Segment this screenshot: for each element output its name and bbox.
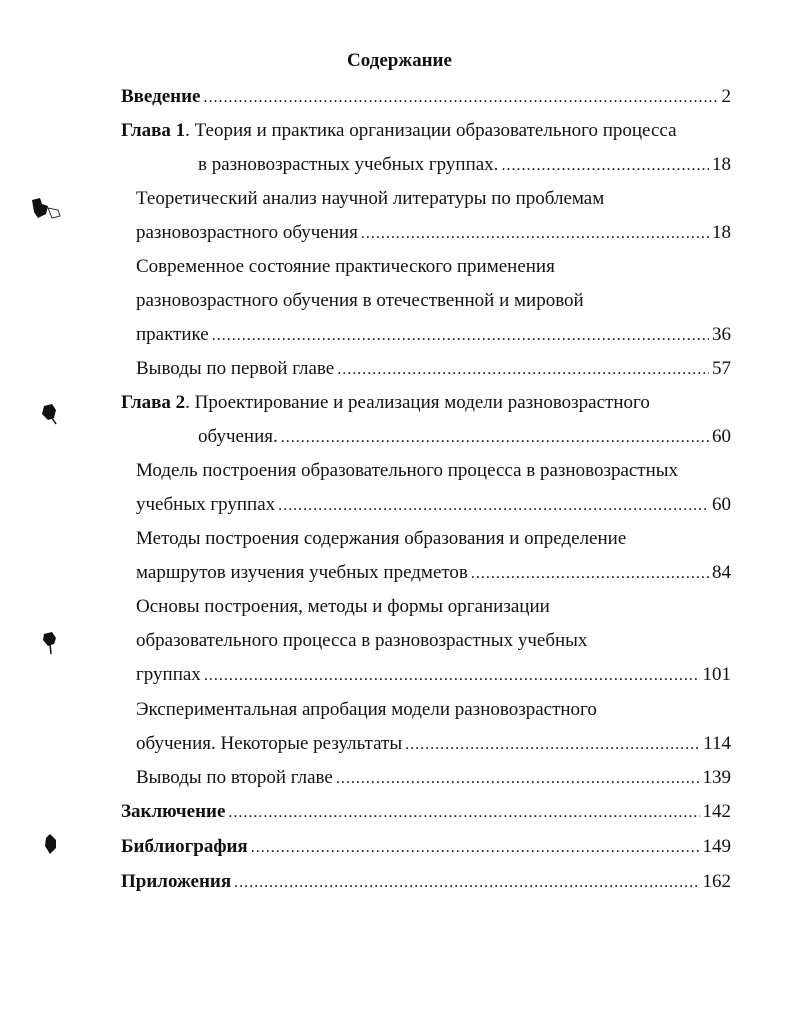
toc-page: 57	[712, 358, 731, 379]
page-title: Содержание	[347, 50, 452, 71]
toc-entry-conclusion	[121, 799, 731, 825]
toc-label: Библиография	[121, 836, 248, 857]
toc-leader	[361, 221, 709, 247]
chapter-title-line: . Теория и практика организации образовательного процесса	[185, 120, 677, 141]
toc-label: Заключение	[121, 801, 226, 822]
toc-entry-bibliography	[121, 834, 731, 860]
toc-page: 101	[702, 664, 731, 685]
toc-page: 149	[702, 836, 731, 857]
scan-blot-4	[42, 832, 62, 858]
scan-blot-1	[28, 196, 64, 222]
toc-leader	[204, 85, 719, 111]
section-title-line: практике	[136, 324, 209, 345]
toc-leader	[281, 425, 709, 451]
toc-page: 139	[702, 767, 731, 788]
toc-entry-section-2-5	[136, 765, 731, 791]
toc-entry-section-1-3	[136, 356, 731, 382]
toc-section-2-3-line2	[136, 628, 587, 654]
toc-entry-appendix	[121, 869, 731, 895]
toc-entry-chapter-2	[198, 424, 731, 450]
toc-entry-section-1-1	[136, 220, 731, 246]
toc-label: Приложения	[121, 871, 232, 892]
toc-leader	[471, 561, 709, 587]
toc-section-2-1-line1	[136, 458, 678, 484]
toc-leader	[212, 323, 709, 349]
toc-section-2-4-line1	[136, 697, 597, 723]
section-title-line: Выводы по второй главе	[136, 767, 333, 788]
toc-page: 162	[702, 871, 731, 892]
toc-entry-section-2-2	[136, 560, 731, 586]
toc-chapter-1-heading	[121, 118, 677, 144]
section-title-line: Основы построения, методы и формы организации	[136, 596, 550, 617]
section-title-line: Модель построения образовательного процесса в разновозрастных	[136, 460, 679, 481]
chapter-title-line: . Проектирование и реализация модели разновозрастного	[185, 392, 650, 413]
toc-page: 142	[702, 801, 731, 822]
toc-leader	[405, 732, 700, 758]
scan-blot-3	[40, 630, 62, 658]
section-title-line: образовательного процесса в разновозрастных учебных	[136, 630, 588, 651]
chapter-label: Глава 1	[121, 120, 186, 141]
toc-entry-intro	[121, 84, 731, 110]
toc-entry-section-2-4	[136, 731, 731, 757]
toc-entry-section-1-2	[136, 322, 731, 348]
toc-section-1-1-line1	[136, 186, 604, 212]
toc-page: 18	[712, 154, 731, 175]
section-title-line: Теоретический анализ научной литературы по проблемам	[136, 188, 605, 209]
section-title-line: группах	[136, 664, 201, 685]
toc-page: 60	[712, 426, 731, 447]
toc-label: Введение	[121, 86, 201, 107]
section-title-line: разновозрастного обучения	[136, 222, 358, 243]
section-title-line: Выводы по первой главе	[136, 358, 335, 379]
section-title-line: учебных группах	[136, 494, 276, 515]
toc-leader	[234, 870, 699, 896]
chapter-title-line: обучения.	[198, 426, 278, 447]
toc-section-1-2-line2	[136, 288, 584, 314]
toc-page: 114	[703, 733, 731, 754]
toc-page: 36	[712, 324, 731, 345]
toc-leader	[228, 800, 699, 826]
toc-section-2-3-line1	[136, 594, 550, 620]
chapter-label: Глава 2	[121, 392, 186, 413]
section-title-line: разновозрастного обучения в отечественной и мировой	[136, 290, 584, 311]
toc-section-2-2-line1	[136, 526, 626, 552]
toc-leader	[501, 153, 709, 179]
section-title-line: Современное состояние практического применения	[136, 256, 555, 277]
toc-page: 84	[712, 562, 731, 583]
toc-leader	[337, 357, 709, 383]
section-title-line: обучения. Некоторые результаты	[136, 733, 403, 754]
section-title-line: маршрутов изучения учебных предметов	[136, 562, 468, 583]
toc-entry-section-2-1	[136, 492, 731, 518]
toc-leader	[251, 835, 700, 861]
toc-page: 60	[712, 494, 731, 515]
toc-leader	[278, 493, 709, 519]
toc-page: 18	[712, 222, 731, 243]
toc-chapter-2-heading	[121, 390, 650, 416]
toc-page: 2	[721, 86, 731, 107]
section-title-line: Экспериментальная апробация модели разновозрастного	[136, 699, 597, 720]
toc-entry-section-2-3	[136, 662, 731, 688]
toc-entry-chapter-1	[198, 152, 731, 178]
scan-blot-2	[38, 402, 62, 426]
toc-leader	[336, 766, 700, 792]
section-title-line: Методы построения содержания образования и определение	[136, 528, 627, 549]
toc-section-1-2-line1	[136, 254, 555, 280]
toc-leader	[204, 663, 700, 689]
chapter-title-line: в разновозрастных учебных группах.	[198, 154, 499, 175]
